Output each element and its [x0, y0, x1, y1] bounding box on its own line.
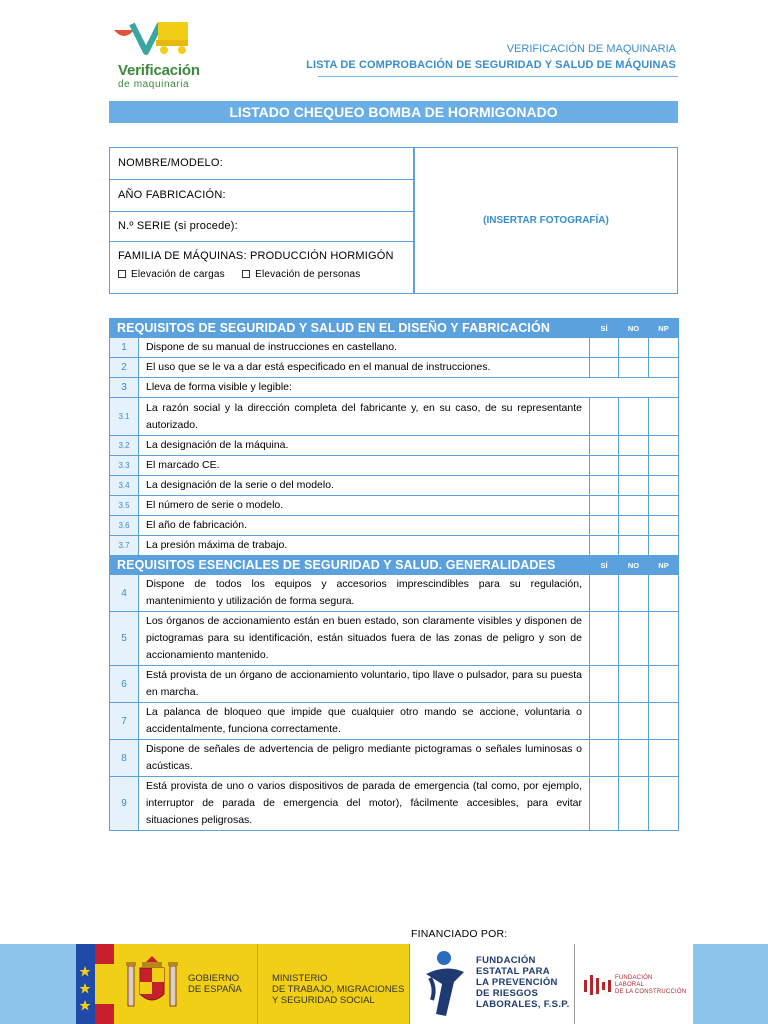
- option-elevacion-personas-label: Elevación de personas: [255, 269, 361, 280]
- header-line-2: LISTA DE COMPROBACIÓN DE SEGURIDAD Y SALUD DE MÁQUINAS: [306, 59, 676, 71]
- answer-cell-np[interactable]: [649, 358, 679, 378]
- answer-cell-si[interactable]: [590, 436, 619, 456]
- flc-line-2: LABORAL: [615, 982, 645, 988]
- fsp-runner-icon: [416, 948, 474, 1020]
- answer-cell-si[interactable]: [590, 476, 619, 496]
- answer-cell-si[interactable]: [590, 338, 619, 358]
- answer-cell-si[interactable]: [590, 398, 619, 436]
- fsp-line-3: LA PREVENCIÓN: [476, 977, 558, 988]
- answer-cell-si[interactable]: [590, 612, 619, 666]
- item-text: El año de fabricación.: [139, 516, 590, 536]
- answer-cell-np[interactable]: [649, 612, 679, 666]
- item-text: El número de serie o modelo.: [139, 496, 590, 516]
- checklist-row: [110, 612, 679, 666]
- item-text: Dispone de todos los equipos y accesorios imprescindibles para su regulación, mantenimiento y utilización de forma segura.: [139, 575, 590, 612]
- ministerio-line-1: MINISTERIO: [272, 973, 328, 984]
- name-model-field[interactable]: [110, 148, 413, 180]
- machine-identification-box: [109, 147, 678, 294]
- checklist-row: [110, 666, 679, 703]
- ministerio-line-3: Y SEGURIDAD SOCIAL: [272, 995, 375, 1006]
- answer-cell-np[interactable]: [649, 436, 679, 456]
- logo-brand-text: Verificación: [118, 62, 200, 79]
- eu-spain-flag-icon: [76, 944, 114, 1024]
- family-label: FAMILIA DE MÁQUINAS: PRODUCCIÓN HORMIGÓN: [118, 250, 394, 262]
- checklist-row: [110, 398, 679, 436]
- column-header-no: NO: [619, 319, 649, 338]
- photo-placeholder-label: (INSERTAR FOTOGRAFÍA): [483, 215, 609, 226]
- item-text: Está provista de un órgano de accionamiento voluntario, tipo llave o pulsador, para su puesta en marcha.: [139, 666, 590, 703]
- item-text: La presión máxima de trabajo.: [139, 536, 590, 556]
- item-text: El uso que se le va a dar está especificado en el manual de instrucciones.: [139, 358, 590, 378]
- logo-brand-subtext: de maquinaria: [118, 79, 190, 90]
- item-number: 3.3: [110, 456, 139, 476]
- item-text: Dispone de señales de advertencia de peligro mediante pictogramas o señales luminosas o acústicas.: [139, 740, 590, 777]
- item-text: Dispone de su manual de instrucciones en castellano.: [139, 338, 590, 358]
- family-field: [110, 242, 413, 293]
- checklist-row: [110, 496, 679, 516]
- flc-line-3: DE LA CONSTRUCCIÓN: [615, 989, 687, 995]
- answer-cell-no[interactable]: [619, 703, 649, 740]
- answer-cell-no[interactable]: [619, 398, 649, 436]
- answer-cell-np[interactable]: [649, 740, 679, 777]
- item-text: La razón social y la dirección completa del fabricante y, en su caso, de su representante autorizado.: [139, 398, 590, 436]
- item-text: Lleva de forma visible y legible:: [139, 378, 679, 398]
- answer-cell-np[interactable]: [649, 338, 679, 358]
- column-header-si: SÍ: [590, 556, 619, 575]
- fundacion-estatal-logo: [409, 944, 575, 1024]
- serial-field[interactable]: [110, 212, 413, 242]
- checklist-row: [110, 456, 679, 476]
- checkbox-icon[interactable]: [242, 270, 250, 278]
- document-title: LISTADO CHEQUEO BOMBA DE HORMIGONADO: [109, 101, 678, 123]
- item-text: Está provista de uno o varios dispositivos de parada de emergencia (tal como, por ejemplo, interruptor de parada de emergencia del motor), fácilmente accesibles, para evitar situaciones peligrosas.: [139, 777, 590, 831]
- section-title: REQUISITOS DE SEGURIDAD Y SALUD EN EL DISEÑO Y FABRICACIÓN: [110, 319, 590, 338]
- item-number: 8: [110, 740, 139, 777]
- option-elevacion-cargas-label: Elevación de cargas: [131, 269, 225, 280]
- answer-cell-np[interactable]: [649, 476, 679, 496]
- checklist-row: [110, 338, 679, 358]
- answer-cell-si[interactable]: [590, 703, 619, 740]
- answer-cell-si[interactable]: [590, 666, 619, 703]
- option-elevacion-personas[interactable]: [242, 269, 360, 280]
- answer-cell-si[interactable]: [590, 777, 619, 831]
- item-number: 3.1: [110, 398, 139, 436]
- answer-cell-np[interactable]: [649, 456, 679, 476]
- year-field[interactable]: [110, 180, 413, 212]
- answer-cell-no[interactable]: [619, 358, 649, 378]
- checklist-row: [110, 777, 679, 831]
- answer-cell-no[interactable]: [619, 575, 649, 612]
- checklist-row: [110, 740, 679, 777]
- checklist-row: [110, 575, 679, 612]
- gobierno-line-1: GOBIERNO: [188, 973, 240, 984]
- answer-cell-np[interactable]: [649, 496, 679, 516]
- item-text: El marcado CE.: [139, 456, 590, 476]
- item-text: Los órganos de accionamiento están en buen estado, son claramente visibles y disponen de pictogramas para su identificación, están situados fuera de las zonas de peligro y son de accionamiento mantenido.: [139, 612, 590, 666]
- section-title: REQUISITOS ESENCIALES DE SEGURIDAD Y SALUD. GENERALIDADES: [110, 556, 590, 575]
- answer-cell-si[interactable]: [590, 575, 619, 612]
- answer-cell-no[interactable]: [619, 436, 649, 456]
- item-number: 4: [110, 575, 139, 612]
- answer-cell-no[interactable]: [619, 338, 649, 358]
- answer-cell-no[interactable]: [619, 612, 649, 666]
- item-number: 2: [110, 358, 139, 378]
- header-divider: [318, 76, 678, 77]
- answer-cell-np[interactable]: [649, 516, 679, 536]
- item-number: 7: [110, 703, 139, 740]
- item-text: La palanca de bloqueo que impide que cualquier otro mando se accione, voluntaria o accidentalmente, funciona correctamente.: [139, 703, 590, 740]
- answer-cell-np[interactable]: [649, 398, 679, 436]
- answer-cell-no[interactable]: [619, 777, 649, 831]
- item-number: 3.7: [110, 536, 139, 556]
- checklist-row: [110, 436, 679, 456]
- coat-of-arms-icon: [122, 950, 182, 1020]
- item-number: 3.2: [110, 436, 139, 456]
- answer-cell-si[interactable]: [590, 496, 619, 516]
- answer-cell-np[interactable]: [649, 777, 679, 831]
- answer-cell-no[interactable]: [619, 740, 649, 777]
- answer-cell-si[interactable]: [590, 456, 619, 476]
- answer-cell-np[interactable]: [649, 703, 679, 740]
- flc-bars-icon: [582, 972, 612, 998]
- checklist-row: [110, 536, 679, 556]
- fsp-line-4: DE RIESGOS: [476, 988, 539, 999]
- answer-cell-si[interactable]: [590, 740, 619, 777]
- photo-placeholder[interactable]: [415, 148, 677, 293]
- answer-cell-no[interactable]: [619, 536, 649, 556]
- item-text: La designación de la serie o del modelo.: [139, 476, 590, 496]
- section-header: [110, 319, 679, 338]
- answer-cell-no[interactable]: [619, 456, 649, 476]
- ministerio-line-2: DE TRABAJO, MIGRACIONES: [272, 984, 405, 995]
- ministerio-logo: [257, 944, 409, 1024]
- answer-cell-no[interactable]: [619, 496, 649, 516]
- option-elevacion-cargas[interactable]: [118, 269, 225, 280]
- item-number: 6: [110, 666, 139, 703]
- answer-cell-si[interactable]: [590, 516, 619, 536]
- answer-cell-no[interactable]: [619, 476, 649, 496]
- checkbox-icon[interactable]: [118, 270, 126, 278]
- fsp-line-5: LABORALES, F.S.P.: [476, 999, 570, 1010]
- checklist-row: [110, 476, 679, 496]
- year-label: AÑO FABRICACIÓN:: [118, 189, 226, 201]
- item-number: 3.4: [110, 476, 139, 496]
- section-header: [110, 556, 679, 575]
- item-number: 3.5: [110, 496, 139, 516]
- item-number: 3: [110, 378, 139, 398]
- gobierno-espana-logo: [114, 944, 257, 1024]
- answer-cell-no[interactable]: [619, 516, 649, 536]
- checklist-row: [110, 703, 679, 740]
- answer-cell-no[interactable]: [619, 666, 649, 703]
- gobierno-line-2: DE ESPAÑA: [188, 984, 242, 995]
- header-line-1: VERIFICACIÓN DE MAQUINARIA: [506, 43, 676, 55]
- name-model-label: NOMBRE/MODELO:: [118, 157, 223, 169]
- verificacion-logo: [110, 18, 210, 94]
- column-header-np: NP: [649, 556, 679, 575]
- item-text: La designación de la máquina.: [139, 436, 590, 456]
- logo-mark-icon: [110, 18, 210, 62]
- flc-line-1: FUNDACIÓN: [615, 975, 653, 981]
- checklist-row: [110, 358, 679, 378]
- column-header-si: SÍ: [590, 319, 619, 338]
- answer-cell-np[interactable]: [649, 666, 679, 703]
- fsp-line-2: ESTATAL PARA: [476, 966, 550, 977]
- fsp-line-1: FUNDACIÓN: [476, 955, 536, 966]
- checklist-row: [110, 378, 679, 398]
- item-number: 9: [110, 777, 139, 831]
- item-number: 3.6: [110, 516, 139, 536]
- answer-cell-np[interactable]: [649, 536, 679, 556]
- item-number: 1: [110, 338, 139, 358]
- checklist-row: [110, 516, 679, 536]
- answer-cell-si[interactable]: [590, 536, 619, 556]
- answer-cell-si[interactable]: [590, 358, 619, 378]
- item-number: 5: [110, 612, 139, 666]
- column-header-np: NP: [649, 319, 679, 338]
- answer-cell-np[interactable]: [649, 575, 679, 612]
- funded-by-label: FINANCIADO POR:: [411, 928, 508, 940]
- serial-label: N.º SERIE (si procede):: [118, 220, 238, 232]
- fundacion-laboral-construccion-logo: [575, 944, 693, 1024]
- column-header-no: NO: [619, 556, 649, 575]
- checklist-table: [109, 318, 679, 831]
